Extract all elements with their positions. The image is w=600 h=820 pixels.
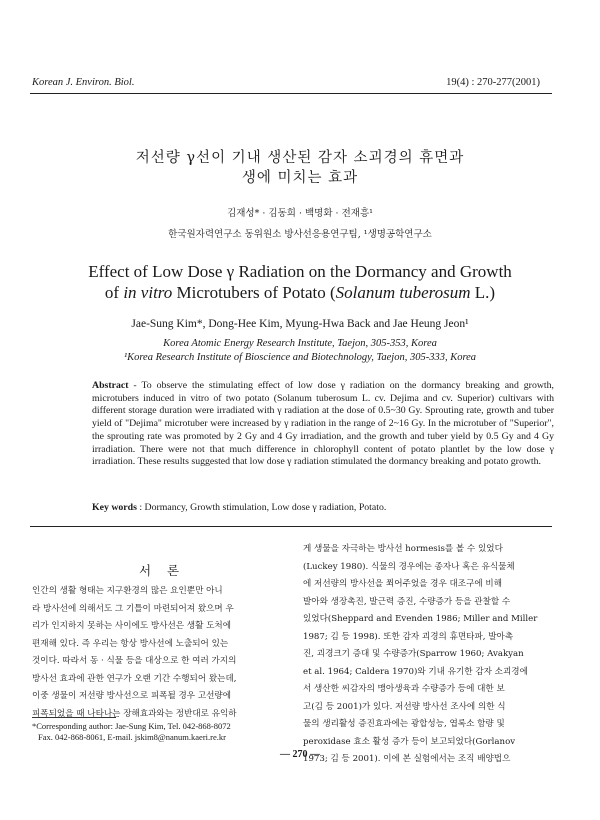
body-column-right (303, 541, 555, 769)
english-title-part: L.) (470, 283, 496, 302)
english-title-species: Solanum tuberosum (335, 283, 471, 302)
english-title-line-1: Effect of Low Dose γ Radiation on the Dormancy and Growth (88, 262, 512, 281)
body-line: 진, 괴경크기 증대 및 수량증가(Sparrow 1960; Avakyan (303, 649, 524, 659)
footnote-line-2: Fax. 042-868-8061, E-mail. jskim8@nanum.kaeri.re.kr (38, 732, 226, 742)
body-line: 이중 생물이 저선량 방사선으로 피폭될 경우 고선량에 (32, 691, 232, 701)
english-affiliation-2: ¹Korea Research Institute of Bioscience and Biotechnology, Taejon, 305-333, Korea (123, 352, 477, 363)
body-line: 피폭되었을 때 나타나는 장해효과와는 정반대로 유익하 (32, 708, 237, 719)
english-affiliation-1: Korea Atomic Energy Research Institute, Taejon, 305-353, Korea (163, 338, 437, 349)
body-line: 1987; 김 등 1998). 또한 감자 괴경의 휴면타파, 발아촉 (303, 631, 514, 642)
body-line: 게 생물을 자극하는 방사선 hormesis를 볼 수 있었다 (303, 544, 503, 554)
footnote-rule (32, 717, 116, 718)
english-title-part: of (104, 283, 124, 302)
body-line: 인간의 생활 형태는 지구환경의 많은 요인뿐만 아니 (32, 586, 223, 596)
body-line: 1973; 김 등 2001). 이에 본 실험에서는 조직 배양법으 (303, 754, 511, 764)
body-line: 고(김 등 2001)가 있다. 저선량 방사선 조사에 의한 식 (303, 701, 506, 712)
abstract-label: Abstract (92, 380, 129, 391)
keywords-label: Key words (92, 502, 137, 513)
english-title-in-vitro: in vitro (123, 283, 173, 302)
keywords-text: : Dormancy, Growth stimulation, Low dose γ radiation, Potato. (136, 502, 387, 513)
abstract (92, 380, 554, 469)
body-line: 에 저선량의 방사선을 쬐어주었을 경우 대조구에 비해 (303, 579, 503, 589)
journal-citation: 19(4) : 270-277(2001) (446, 77, 540, 88)
keywords (92, 502, 554, 513)
english-title-line-2 (0, 283, 600, 303)
body-line: 발아와 생장촉진, 발근력 증진, 수량증가 등을 관찰할 수 (303, 596, 511, 607)
body-line: 물의 생리활성 증진효과에는 광합성능, 엽록소 함량 및 (303, 719, 505, 729)
body-line: 편재해 있다. 즉 우리는 항상 방사선에 노출되어 있는 (32, 638, 229, 649)
korean-title-line-2: 생에 미치는 효과 (241, 170, 359, 186)
body-line: 라 방사선에 의해서도 그 기틀이 마련되어져 왔으며 우 (32, 603, 234, 614)
body-line: 있었다(Sheppard and Evenden 1986; Miller and Miller (303, 614, 538, 624)
body-line: et al. 1964; Caldera 1970)와 기내 유기한 감자 소괴경에 (303, 666, 528, 677)
journal-name: Korean J. Environ. Biol. (32, 77, 135, 88)
korean-title-line-1: 저선량 γ선이 기내 생산된 감자 소괴경의 휴면과 (135, 150, 465, 166)
footnote-line-1: *Corresponding author: Jae-Sung Kim, Tel. 042-868-8072 (32, 721, 231, 731)
header-rule (30, 93, 552, 94)
body-column-left (32, 583, 290, 723)
abstract-text: - To observe the stimulating effect of low dose γ radiation on the dormancy breaking and growth, microtubers induced in vitro of two potato (Solanum tuberosum L. cv. Dejima and cv. Superior) cultivars with different storage duration were irradiated with γ radiation at the dose of 0.5~30 Gy. Sprouting rate, growth and tuber yield of "Dejima" microtuber were increased by γ radiation in the range of 2~16 Gy. In the microtuber of "Superior", the sprouting rate was promoted by 2 Gy and 4 Gy irradiation, and the growth and tuber yield by 0.5 Gy and 4 Gy irradiation. There were not that much difference in chlorophyll content of potato plantlet by the low dose γ irradiation. These results suggested that low dose γ radiation stimulated the dormancy breaking and potato growth. (92, 380, 554, 468)
body-line: 것이다. 따라서 동 · 식물 등을 대상으로 한 여러 가지의 (32, 656, 237, 666)
section-rule (30, 526, 552, 527)
korean-authors: 김재성* · 김동희 · 백명화 · 전재흥¹ (227, 208, 373, 219)
body-line: 서 생산한 씨감자의 맹아생육과 수량증가 등에 대한 보 (303, 684, 505, 694)
body-line: peroxidase 효소 활성 증가 등이 보고되었다(Gorlanov (303, 736, 516, 747)
english-title-part: Microtubers of Potato ( (172, 283, 336, 302)
body-line: 리가 인지하지 못하는 사이에도 방사선은 생활 도처에 (32, 621, 232, 631)
body-line: (Luckey 1980). 식물의 경우에는 종자나 혹은 유식물체 (303, 561, 515, 572)
english-authors: Jae-Sung Kim*, Dong-Hee Kim, Myung-Hwa Back and Jae Heung Jeon¹ (131, 318, 469, 330)
body-line: 방사선 효과에 관한 연구가 오랜 기간 수행되어 왔는데, (32, 673, 237, 684)
page-number: — 270 — (280, 749, 320, 760)
section-heading-introduction: 서 론 (138, 563, 186, 578)
korean-affiliation: 한국원자력연구소 동위원소 방사선응용연구팀, ¹생명공학연구소 (168, 229, 432, 240)
